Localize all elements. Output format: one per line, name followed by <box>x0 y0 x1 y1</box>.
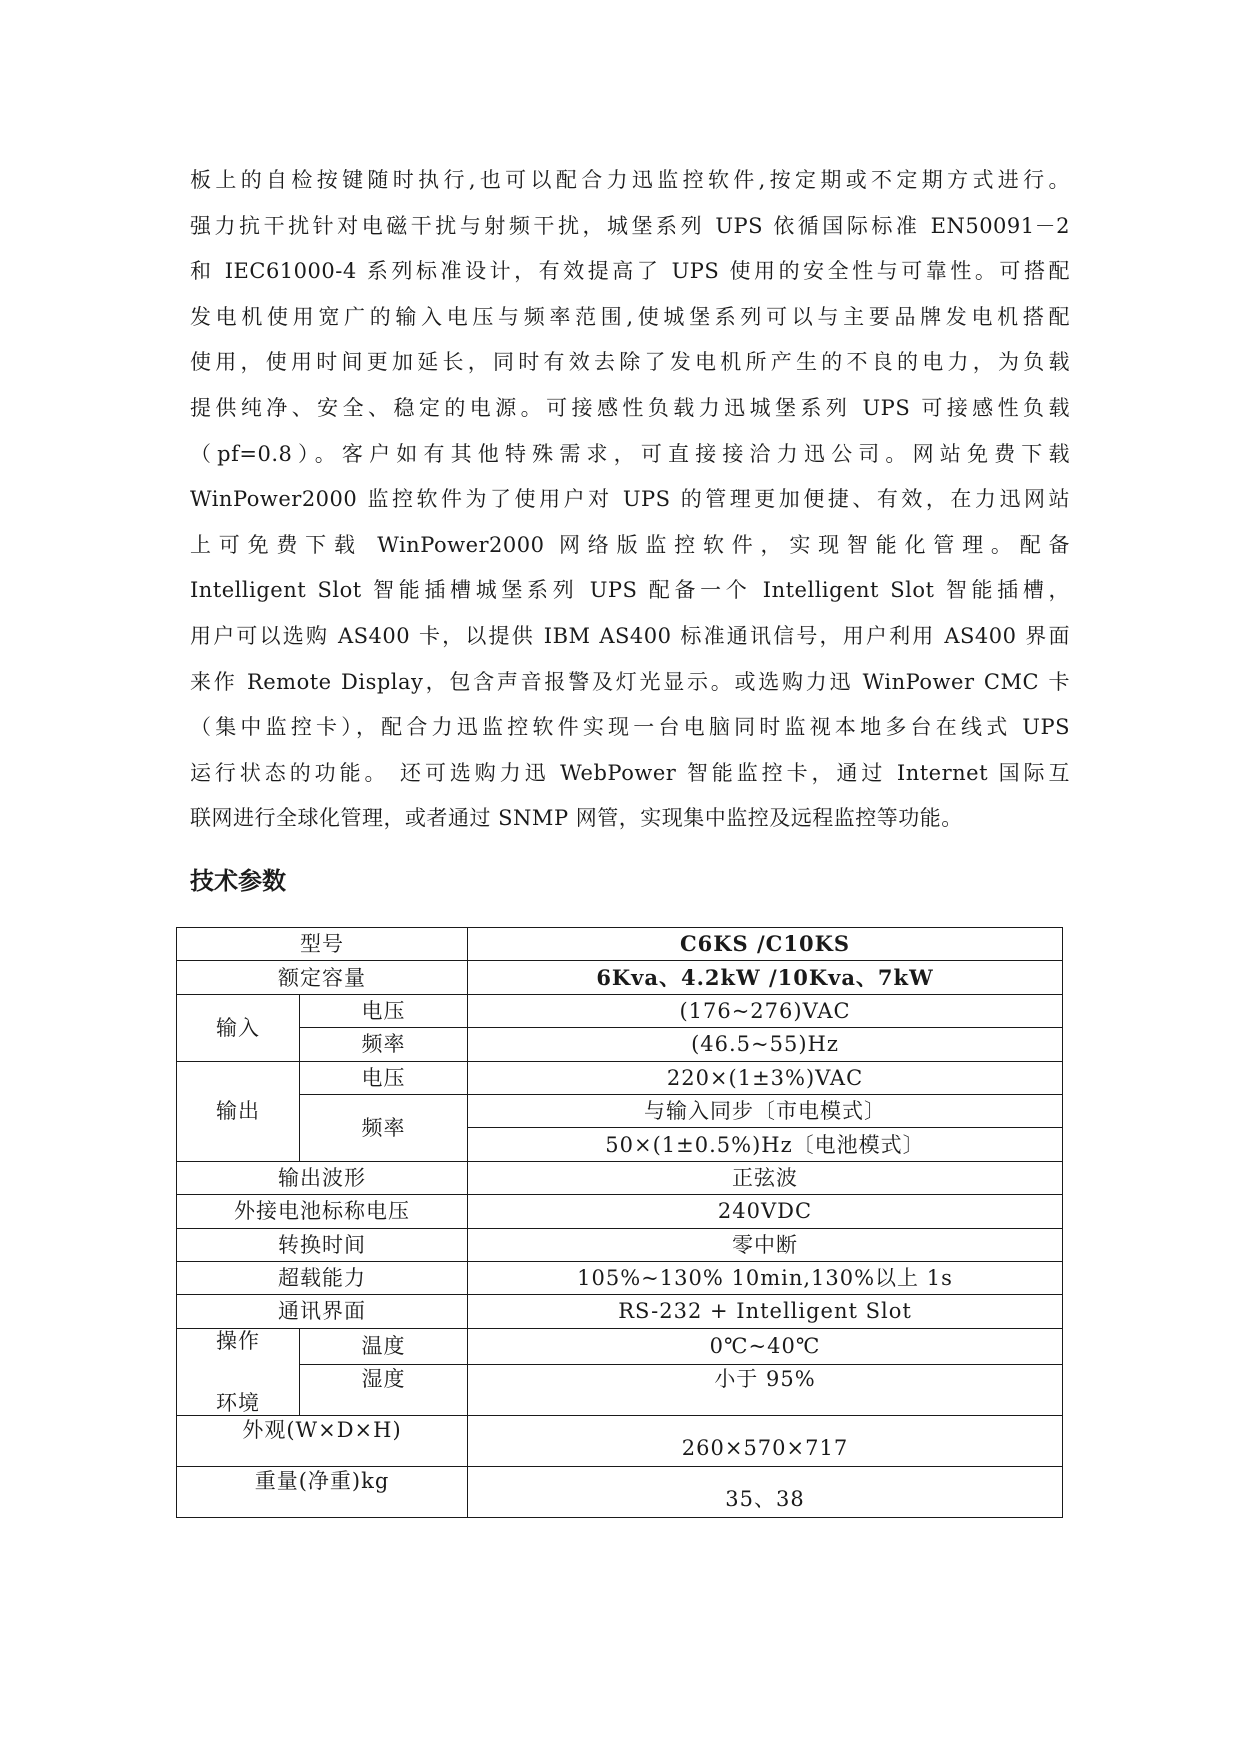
paragraph-line: （pf=0.8）。客户如有其他特殊需求，可直接接洽力迅公司。网站免费下载 <box>190 441 1070 466</box>
environment-label <box>177 1328 300 1415</box>
capacity-value: 6Kva、4.2kW /10Kva、7kW <box>468 961 1063 994</box>
paragraph-line: 板上的自检按键随时执行,也可以配合力迅监控软件,按定期或不定期方式进行。 <box>190 168 1070 192</box>
paragraph-line: 运行状态的功能。 还可选购力迅 WebPower 智能监控卡，通过 Internet 国际互 <box>190 760 1070 785</box>
spec-table <box>176 927 1063 1518</box>
table-row <box>177 1195 1063 1228</box>
battery-voltage-value: 240VDC <box>468 1195 1063 1228</box>
transfer-time-label: 转换时间 <box>177 1228 468 1261</box>
table-row <box>177 1094 1063 1127</box>
paragraph-line: 发电机使用宽广的输入电压与频率范围,使城堡系列可以与主要品牌发电机搭配 <box>190 304 1070 329</box>
table-row <box>177 928 1063 961</box>
output-label: 输出 <box>177 1061 300 1161</box>
table-row <box>177 994 1063 1027</box>
table-row <box>177 1328 1063 1364</box>
battery-voltage-label: 外接电池标称电压 <box>177 1195 468 1228</box>
environment-label-top: 操作 <box>216 1328 260 1353</box>
paragraph-line: 用户可以选购 AS400 卡，以提供 IBM AS400 标准通讯信号，用户利用 AS400 界面 <box>190 623 1070 648</box>
paragraph-line: （集中监控卡），配合力迅监控软件实现一台电脑同时监视本地多台在线式 UPS <box>190 715 1070 740</box>
paragraph-line: 强力抗干扰针对电磁干扰与射频干扰，城堡系列 UPS 依循国际标准 EN50091－2 <box>190 213 1070 238</box>
waveform-value: 正弦波 <box>468 1161 1063 1194</box>
env-humidity-label: 湿度 <box>300 1364 468 1415</box>
waveform-label: 输出波形 <box>177 1161 468 1194</box>
table-row <box>177 1261 1063 1294</box>
paragraph-line: 来作 Remote Display，包含声音报警及灯光显示。或选购力迅 WinPower CMC 卡 <box>190 669 1070 694</box>
paragraph-line: 上可免费下载 WinPower2000 网络版监控软件，实现智能化管理。配备 <box>190 532 1070 557</box>
transfer-time-value: 零中断 <box>468 1228 1063 1261</box>
output-freq-value-mains: 与输入同步〔市电模式〕 <box>468 1094 1063 1127</box>
env-humidity-value: 小于 95% <box>468 1364 1063 1415</box>
paragraph-line: 提供纯净、安全、稳定的电源。可接感性负载力迅城堡系列 UPS 可接感性负载 <box>190 395 1070 420</box>
table-row <box>177 1161 1063 1194</box>
dimensions-value: 260×570×717 <box>468 1415 1063 1466</box>
env-temperature-value: 0℃~40℃ <box>468 1328 1063 1364</box>
table-row <box>177 1061 1063 1094</box>
env-temperature-label: 温度 <box>300 1328 468 1364</box>
input-voltage-label: 电压 <box>300 994 468 1027</box>
output-freq-label: 频率 <box>300 1094 468 1161</box>
table-row <box>177 1466 1063 1517</box>
table-row <box>177 1364 1063 1415</box>
table-row <box>177 1228 1063 1261</box>
comm-interface-label: 通讯界面 <box>177 1295 468 1328</box>
paragraph-line: 和 IEC61000-4 系列标准设计，有效提高了 UPS 使用的安全性与可靠性。可搭配 <box>190 259 1070 284</box>
table-row <box>177 961 1063 994</box>
comm-interface-value: RS-232 + Intelligent Slot <box>468 1295 1063 1328</box>
model-label: 型号 <box>177 928 468 961</box>
input-freq-label: 频率 <box>300 1028 468 1061</box>
paragraph-line: Intelligent Slot 智能插槽城堡系列 UPS 配备一个 Intelligent Slot 智能插槽， <box>190 578 1070 603</box>
capacity-label: 额定容量 <box>177 961 468 994</box>
input-voltage-value: (176~276)VAC <box>468 994 1063 1027</box>
overload-label: 超载能力 <box>177 1261 468 1294</box>
overload-value: 105%~130% 10min,130%以上 1s <box>468 1261 1063 1294</box>
model-value: C6KS /C10KS <box>468 928 1063 961</box>
output-freq-value-battery: 50×(1±0.5%)Hz〔电池模式〕 <box>468 1128 1063 1161</box>
paragraph-line: 使用，使用时间更加延长，同时有效去除了发电机所产生的不良的电力，为负载 <box>190 350 1070 375</box>
section-heading: 技术参数 <box>190 866 286 895</box>
weight-value: 35、38 <box>468 1466 1063 1517</box>
weight-label: 重量(净重)kg <box>177 1466 468 1517</box>
table-row <box>177 1028 1063 1061</box>
environment-label-bottom: 环境 <box>216 1390 260 1415</box>
paragraph <box>190 158 1070 842</box>
paragraph-line: WinPower2000 监控软件为了使用户对 UPS 的管理更加便捷、有效，在力迅网站 <box>190 487 1070 512</box>
table-row <box>177 1415 1063 1466</box>
output-voltage-label: 电压 <box>300 1061 468 1094</box>
output-voltage-value: 220×(1±3%)VAC <box>468 1061 1063 1094</box>
input-freq-value: (46.5~55)Hz <box>468 1028 1063 1061</box>
table-row <box>177 1295 1063 1328</box>
input-label: 输入 <box>177 994 300 1061</box>
paragraph-line: 联网进行全球化管理，或者通过 SNMP 网管，实现集中监控及远程监控等功能。 <box>190 806 963 831</box>
dimensions-label: 外观(W×D×H) <box>177 1415 468 1466</box>
